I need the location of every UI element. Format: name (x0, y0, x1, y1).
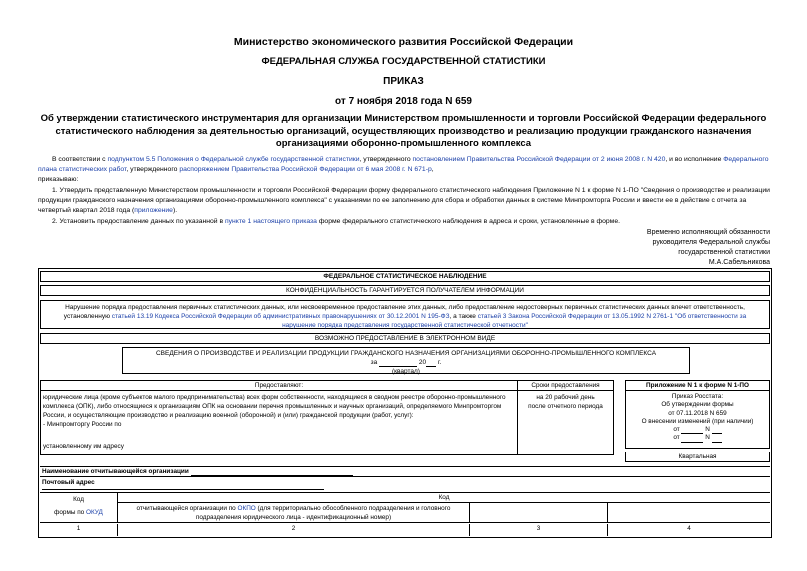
from-label: от (673, 426, 680, 434)
col-number-4: 4 (687, 525, 691, 532)
period-year: 20 (418, 359, 427, 366)
deadline-line-1: на 20 рабочий день (536, 394, 595, 401)
org-name-row (40, 466, 770, 477)
code-form-cell (40, 493, 118, 523)
org-name-label: Наименование отчитывающейся организации (42, 468, 189, 475)
signature-line-1: Временно исполняющий обязанности (646, 229, 770, 236)
service-name: ФЕДЕРАЛЬНАЯ СЛУЖБА ГОСУДАРСТВЕННОЙ СТАТИСТИКИ (261, 56, 546, 67)
col-providers-header: Предоставляют: (40, 380, 518, 391)
link-appendix[interactable]: приложение (134, 207, 173, 214)
change-number-field-1[interactable] (712, 426, 722, 434)
item-1-text: 1. Утвердить представленную Министерством промышленности и торговли Российской Федерации форму федерального статистического наблюдения Приложение N 1 к форме N 1-ПО "Сведения о производстве и реализации продукции гражданского назначения организациями оборонно-промышленного комплекса" с указаниями по ее заполнению для сбора и обработки данных в системе Минпромторга России и ввести ее в действие с отчета за четвертый квартал 2018 года ( (38, 187, 770, 214)
preamble-text: В соответствии с (52, 156, 108, 163)
preamble-text: , (431, 166, 434, 173)
doc-type: ПРИКАЗ (383, 76, 424, 87)
link-resolution-420[interactable]: постановлением Правительства Российской Федерации от 2 июня 2008 г. N 420 (412, 156, 666, 163)
link-federal-plan[interactable]: Федерального плана статистических работ (38, 156, 769, 173)
col-number-2: 2 (118, 524, 470, 536)
link-okud[interactable]: ОКУД (86, 509, 103, 516)
federal-observation-banner: ФЕДЕРАЛЬНОЕ СТАТИСТИЧЕСКОЕ НАБЛЮДЕНИЕ (40, 271, 770, 282)
link-koap-13-19[interactable]: статьей 13.19 Кодекса Российской Федерации об административных правонарушениях от 30.12.2001 N 195-ФЗ (111, 313, 450, 320)
code-col-3 (470, 503, 608, 523)
doc-date-number: от 7 ноября 2018 года N 659 (335, 96, 472, 107)
periodicity-cell: Квартальная (625, 452, 770, 462)
rosstat-change-2 (626, 434, 769, 442)
code-col-4 (608, 503, 770, 523)
item-2 (38, 217, 772, 227)
link-law-2761-1[interactable]: статьей 3 Закона Российской Федерации от 13.05.1992 N 2761-1 "Об ответственности за нарушение порядка представления государственной статистической отчетности" (282, 313, 747, 329)
org-name-field[interactable] (191, 468, 353, 476)
providers-cell (40, 391, 518, 455)
confidentiality-banner: КОНФИДЕНЦИАЛЬНОСТЬ ГАРАНТИРУЕТСЯ ПОЛУЧАТЕЛЕМ ИНФОРМАЦИИ (40, 285, 770, 296)
postal-field[interactable] (42, 482, 324, 490)
change-date-field-1[interactable] (681, 426, 703, 434)
code-org-cell (118, 503, 470, 523)
col-number-1: 1 (40, 524, 118, 536)
link-item-1[interactable]: пункте 1 настоящего приказа (224, 218, 317, 225)
electronic-banner: ВОЗМОЖНО ПРЕДОСТАВЛЕНИЕ В ЭЛЕКТРОННОМ ВИДЕ (40, 333, 770, 344)
doc-title: Об утверждении статистического инструментария для организации Министерством промышленности и торговли Российской Федерации федерального статистического наблюдения за деятельностью организаций, осуществляющих производство и реализацию продукции гражданского назначения организациями оборонно-промышленного комплекса (40, 113, 767, 149)
deadlines-cell (518, 391, 614, 455)
liability-warning (40, 300, 770, 329)
order-word: приказываю: (38, 176, 79, 183)
ministry-name: Министерство экономического развития Российской Федерации (233, 36, 574, 48)
link-order-671r[interactable]: распоряжением Правительства Российской Федерации от 6 мая 2008 г. N 671-р (179, 166, 432, 173)
providers-dest: - Минпромторгу России по (43, 421, 122, 428)
rosstat-order-cell (625, 391, 770, 449)
warning-text: , а также (449, 313, 478, 320)
code-org-header: Код (118, 493, 770, 503)
appendix-header: Приложение N 1 к форме N 1-ПО (625, 380, 770, 391)
rosstat-line-2: Об утверждении формы (661, 401, 734, 409)
period-prefix: за (370, 359, 378, 366)
code-form-text: формы по (54, 509, 87, 516)
col-deadlines-header: Сроки предоставления (518, 380, 614, 391)
period-suffix: г. (437, 359, 442, 366)
rosstat-change-1 (626, 426, 769, 434)
preamble-text: , утвержденного (126, 166, 180, 173)
number-label: N (705, 434, 710, 442)
report-title-box (122, 347, 690, 374)
col-number-3: 3 (470, 524, 608, 536)
signature-name: М.А.Сабельникова (708, 259, 770, 266)
signature-line-2: руководителя Федеральной службы (652, 239, 770, 246)
preamble-text: , утвержденного (359, 156, 413, 163)
code-org-text: (для территориально обособленного подразделения и головного подразделения юридического лица - идентификационный номер) (195, 505, 451, 521)
preamble-text: , и во исполнение (665, 156, 724, 163)
postal-row (40, 477, 770, 493)
warning-text: Нарушение порядка предоставления первичных статистических данных, или несвоевременное предоставление этих данных, либо предоставление недостоверных первичных статистических данных влечет ответственность, установленную (63, 304, 745, 320)
providers-addr: установленному им адресу (43, 443, 124, 450)
code-form-label (40, 508, 117, 517)
change-number-field-2[interactable] (712, 435, 722, 443)
report-title: СВЕДЕНИЯ О ПРОИЗВОДСТВЕ И РЕАЛИЗАЦИИ ПРОДУКЦИИ ГРАЖДАНСКОГО НАЗНАЧЕНИЯ ОРГАНИЗАЦИЯМИ ОБОРОННО-ПРОМЫШЛЕННОГО КОМПЛЕКСА (155, 350, 657, 357)
item-1-end: ). (172, 207, 178, 214)
deadline-line-2: после отчетного периода (528, 403, 603, 410)
from-label: от (673, 434, 680, 442)
number-label: N (705, 426, 710, 434)
rosstat-line-1: Приказ Росстата: (671, 393, 724, 400)
link-okpo[interactable]: ОКПО (237, 505, 256, 512)
period-year-field[interactable] (426, 359, 436, 367)
report-period (123, 358, 689, 367)
period-quarter-field[interactable] (379, 359, 417, 367)
rosstat-line-3: от 07.11.2018 N 659 (668, 409, 727, 417)
preamble-paragraph (38, 155, 772, 175)
item-1 (38, 186, 772, 216)
change-date-field-2[interactable] (681, 435, 703, 443)
postal-label: Почтовый адрес (42, 479, 95, 486)
link-statute[interactable]: подпунктом 5.5 Положения о Федеральной службе государственной статистики (107, 156, 360, 163)
code-form-header: Код (73, 496, 84, 503)
signature-line-3: государственной статистики (678, 249, 770, 256)
code-org-text: отчитывающейся организации по (136, 505, 238, 512)
item-2-text: 2. Установить предоставление данных по указанной в (52, 218, 225, 225)
rosstat-line-4: О внесении изменений (при наличии) (641, 417, 754, 425)
period-note: (квартал) (392, 368, 420, 375)
providers-text: юридические лица (кроме субъектов малого предпринимательства) всех форм собственности, находящиеся в сводном реестре оборонно-промышленного комплекса (ОПК), либо относящиеся к организациям ОПК на основании перечня промышленных и научных организаций, определяемого Минпромторгом России, и осуществляющие производство и реализацию военной (оборонной) и (или) гражданской продукции (работ, услуг): (43, 394, 506, 419)
item-2-text: форме федерального статистического наблюдения в адреса и сроки, установленные в форме. (316, 218, 621, 225)
